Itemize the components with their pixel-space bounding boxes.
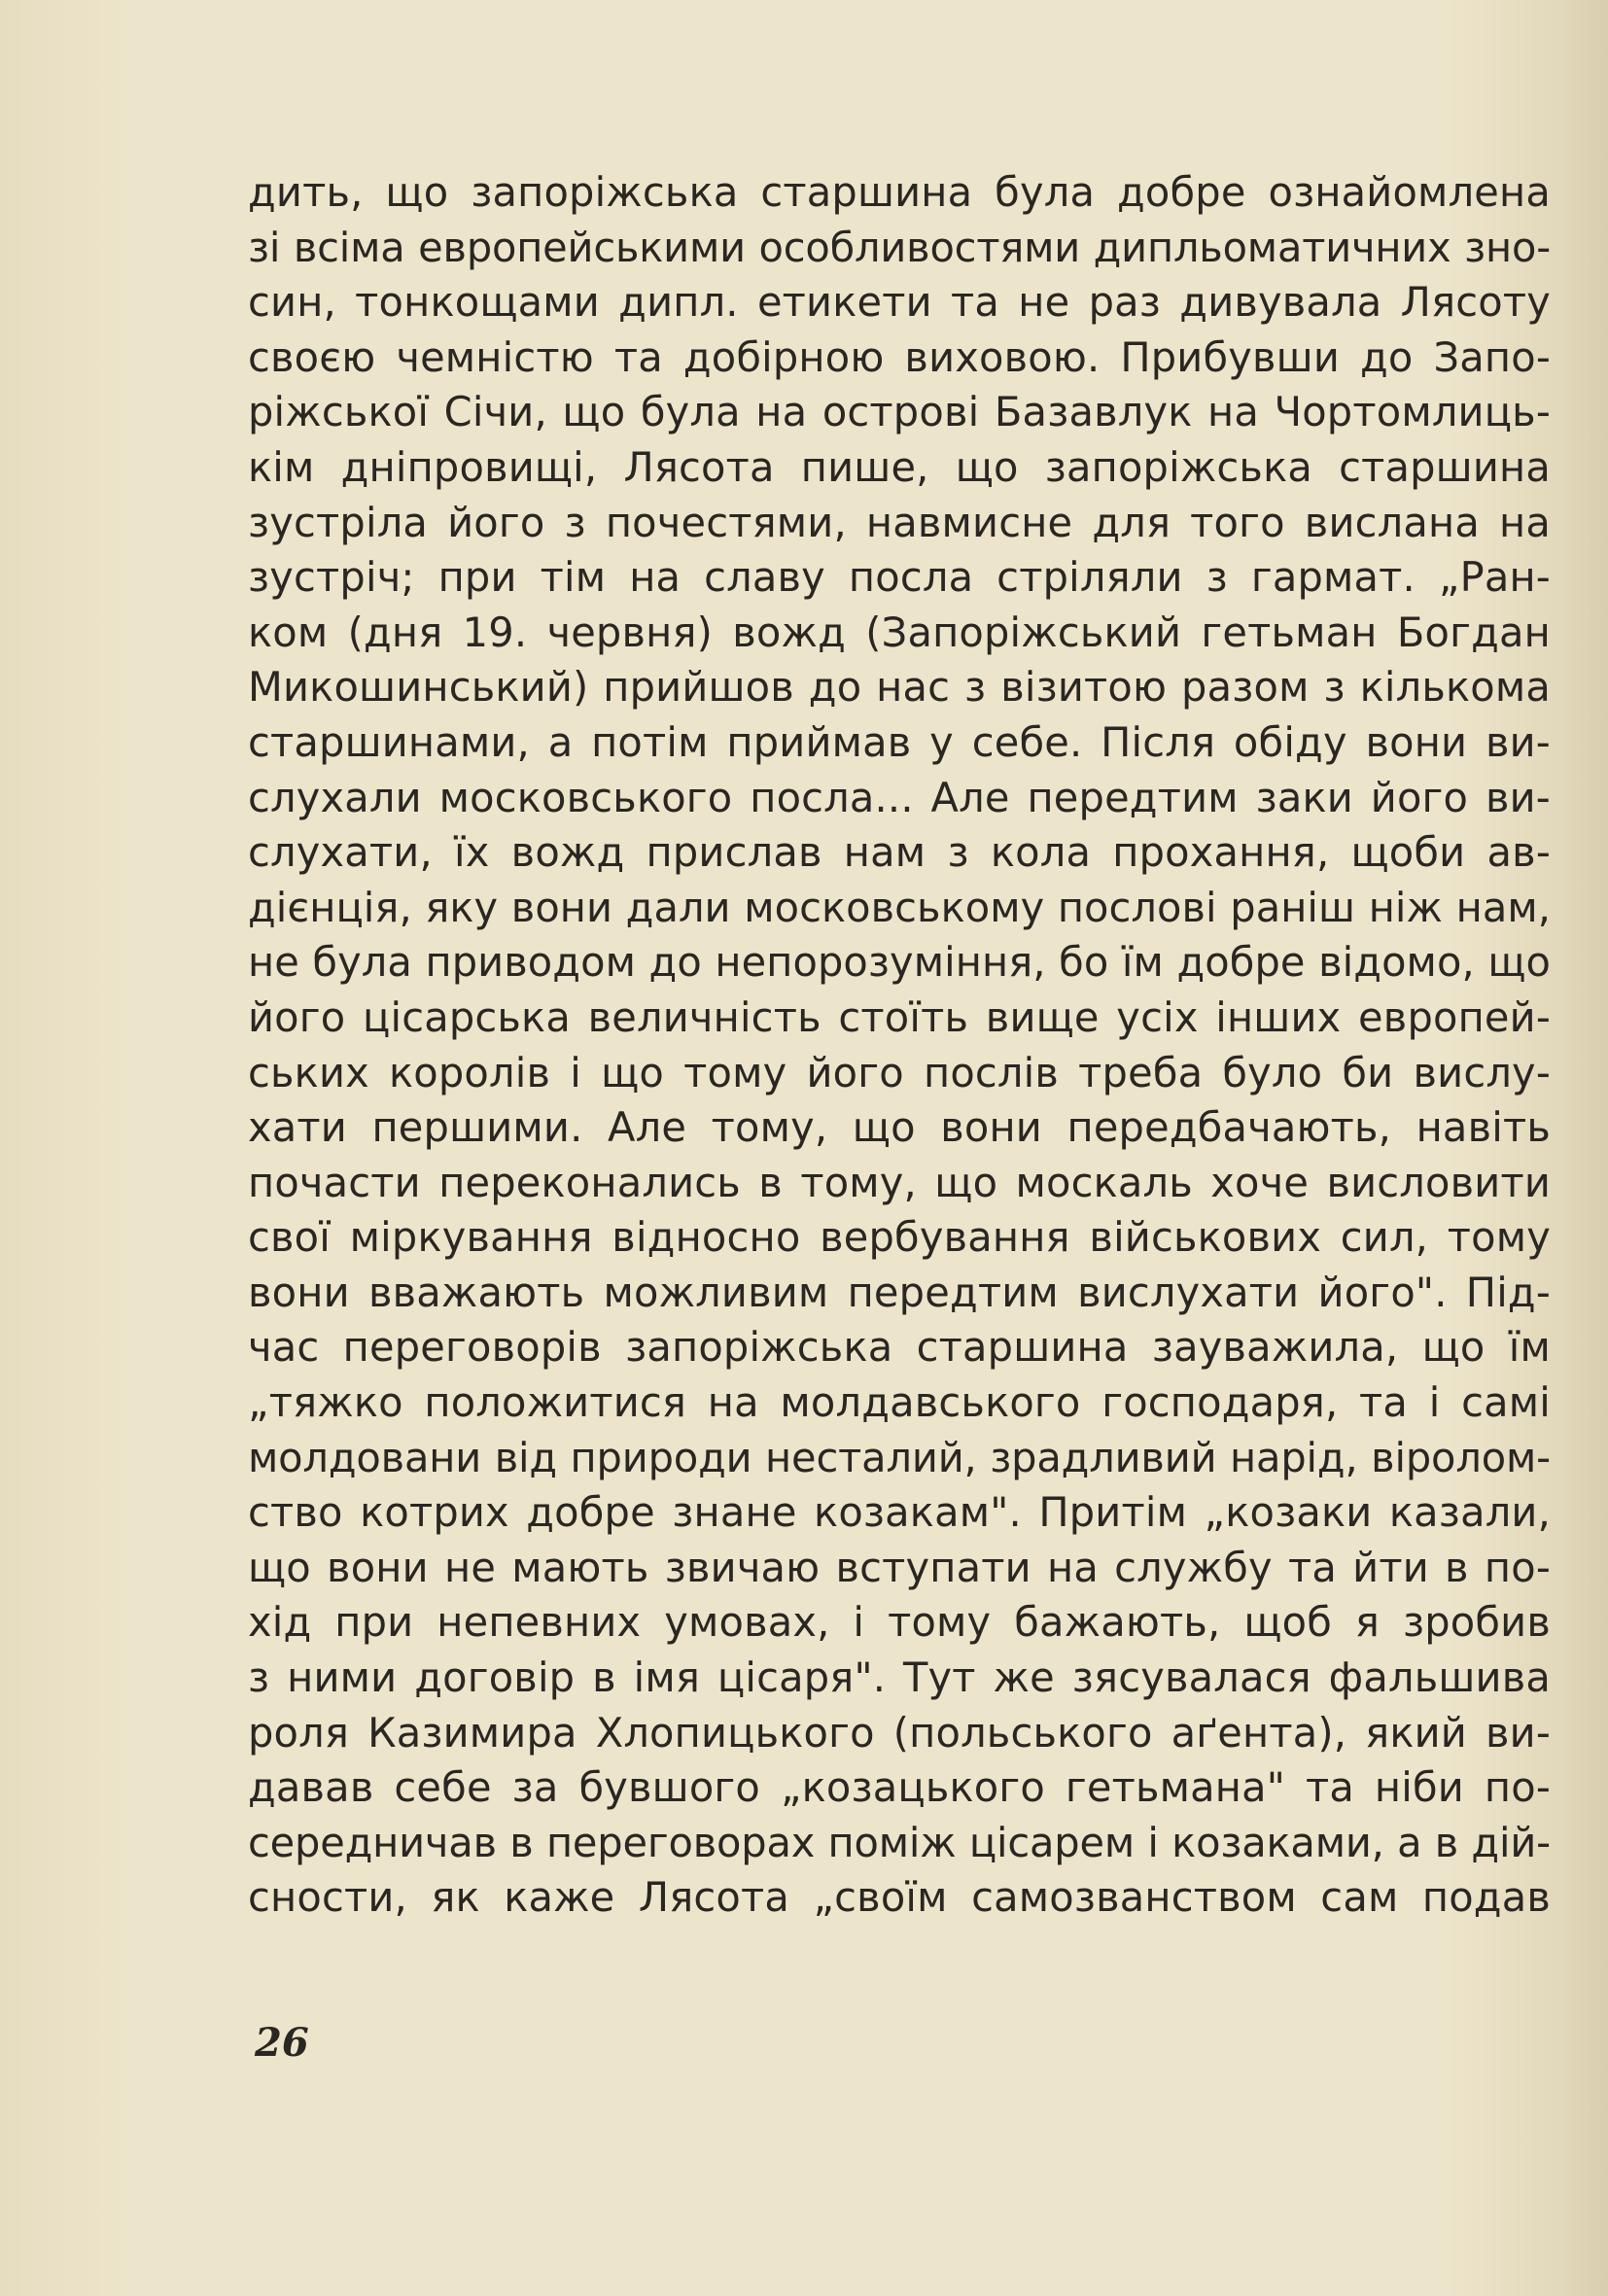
text-line: почасти переконались в тому, що москаль хоче висловити <box>248 1158 1551 1206</box>
text-line: дієнція, яку вони дали московському послові раніш ніж нам, <box>248 883 1551 931</box>
text-line: роля Казимира Хлопицького (польського аґента), який ви- <box>248 1708 1551 1757</box>
text-line: вони вважають можливим передтим вислухати його". Під- <box>248 1268 1551 1316</box>
text-line: з ними договір в імя цісаря". Тут же зясувалася фальшива <box>248 1653 1551 1702</box>
text-line: своєю чемністю та добірною виховою. Прибувши до Запо- <box>248 332 1551 381</box>
text-line: що вони не мають звичаю вступати на службу та йти в по- <box>248 1543 1551 1591</box>
text-line: ком (дня 19. червня) вожд (Запоріжський гетьман Богдан <box>248 608 1551 656</box>
text-line: зустріла його з почестями, навмисне для того вислана на <box>248 498 1551 546</box>
text-line: його цісарська величність стоїть вище усіх інших европей- <box>248 992 1551 1041</box>
text-line: хід при непевних умовах, і тому бажають, щоб я зробив <box>248 1598 1551 1647</box>
text-line: „тяжко положитися на молдавського господаря, та і самі <box>248 1378 1551 1427</box>
text-line: зустріч; при тім на славу посла стріляли з гармат. „Ран- <box>248 553 1551 602</box>
text-line: середничав в переговорах поміж цісарем і козаками, а в дій- <box>248 1818 1551 1866</box>
text-line: Микошинський) прийшов до нас з візитою разом з кількома <box>248 663 1551 712</box>
text-line: час переговорів запоріжська старшина зауважила, що їм <box>248 1323 1551 1372</box>
text-line: свої міркування відносно вербування військових сил, тому <box>248 1213 1551 1262</box>
text-line: старшинами, а потім приймав у себе. Після обіду вони ви- <box>248 717 1551 766</box>
text-line: молдовани від природи несталий, зрадливий нарід, віролом- <box>248 1433 1551 1481</box>
text-line: син, тонкощами дипл. етикети та не раз дивувала Лясоту <box>248 278 1551 327</box>
text-line: хати першими. Але тому, що вони передбачають, навіть <box>248 1103 1551 1152</box>
text-line: слухати, їх вожд прислав нам з кола прохання, щоби ав- <box>248 828 1551 877</box>
text-line: зі всіма европейськими особливостями дипльоматичних зно- <box>248 223 1551 271</box>
text-line: ріжської Січи, що була на острові Базавлук на Чортомлиць- <box>248 388 1551 436</box>
text-line: давав себе за бувшого „козацького гетьмана" та ніби по- <box>248 1763 1551 1812</box>
text-line: сности, як каже Лясота „своїм самозванством сам подав <box>248 1873 1551 1922</box>
text-line: не була приводом до непорозуміння, бо їм добре відомо, що <box>248 938 1551 987</box>
text-line: кім дніпровищі, Лясота пише, що запоріжська старшина <box>248 442 1551 491</box>
text-line: ство котрих добре знане козакам". Притім „козаки казали, <box>248 1488 1551 1537</box>
text-line: дить, що запоріжська старшина була добре ознайомлена <box>248 168 1551 216</box>
text-line: ських королів і що тому його послів треба було би вислу- <box>248 1048 1551 1096</box>
body-text <box>248 165 1551 1983</box>
text-line: слухали московського посла... Але передтим заки його ви- <box>248 773 1551 821</box>
page-number: 26 <box>255 2020 309 2066</box>
